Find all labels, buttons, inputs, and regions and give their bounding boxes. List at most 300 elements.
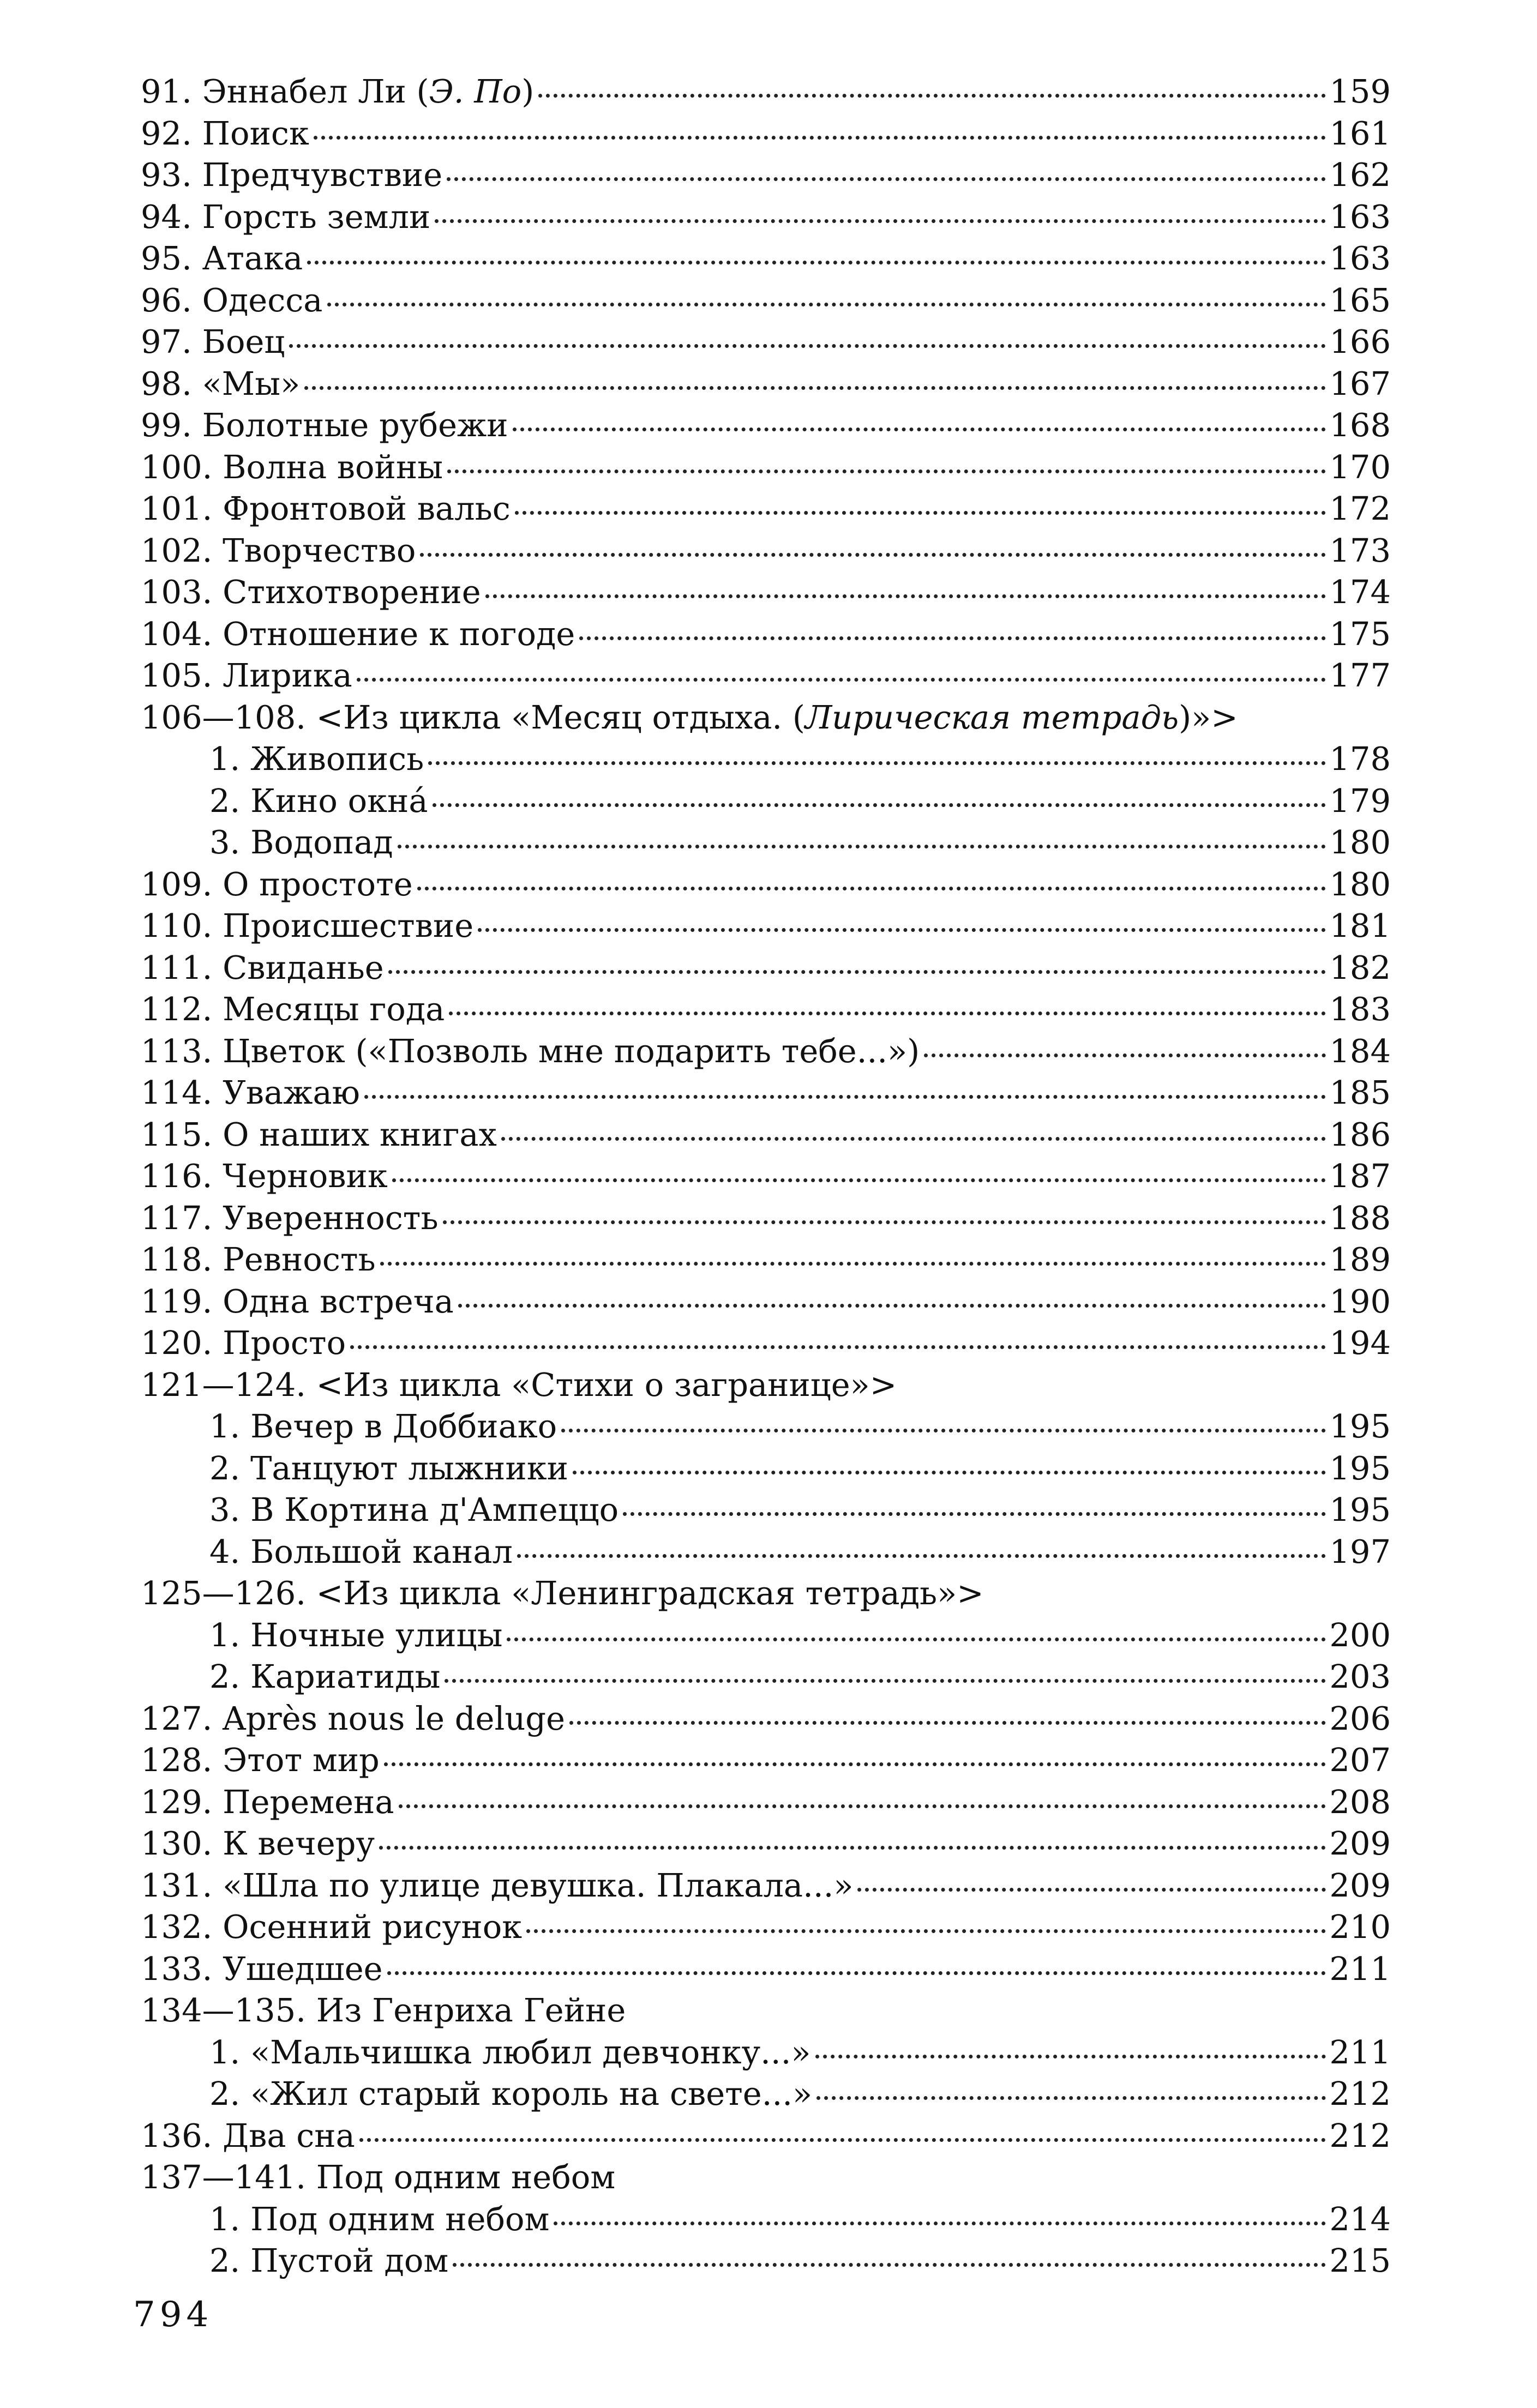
toc-entry-number: 4. xyxy=(209,1532,241,1570)
toc-entry-number: 106—108. xyxy=(141,698,306,736)
dot-leader xyxy=(350,1345,1326,1349)
dot-leader xyxy=(478,928,1326,932)
dot-leader xyxy=(417,887,1326,890)
toc-entry-title xyxy=(141,1155,388,1197)
toc-entry-text: Предчувствие xyxy=(202,156,443,194)
toc-entry-title xyxy=(141,2199,549,2241)
dot-leader xyxy=(458,1304,1326,1308)
toc-entry-page: 184 xyxy=(1329,1032,1391,1070)
toc-entry xyxy=(141,280,1391,322)
toc-entry-title xyxy=(141,697,1391,739)
toc-entry-text: К вечеру xyxy=(223,1825,375,1862)
toc-entry-text-end: ) xyxy=(521,73,535,110)
toc-entry-number: 2. xyxy=(209,1449,241,1487)
toc-entry xyxy=(141,1197,1391,1239)
toc-entry xyxy=(141,1114,1391,1156)
toc-entry-page: 209 xyxy=(1329,1825,1391,1862)
toc-entry-number: 109. xyxy=(141,865,213,903)
toc-entry-page: 211 xyxy=(1329,2033,1391,2071)
toc-entry-text: О простоте xyxy=(223,865,413,903)
dot-leader xyxy=(816,2096,1326,2100)
dot-leader xyxy=(526,1929,1326,1933)
toc-entry-text: Одна встреча xyxy=(223,1282,454,1320)
toc-section-heading xyxy=(141,2157,1391,2199)
dot-leader xyxy=(447,469,1326,473)
toc-entry-text: Отношение к погоде xyxy=(223,615,575,653)
toc-entry-number: 104. xyxy=(141,615,213,653)
toc-entry xyxy=(141,738,1391,780)
toc-entry xyxy=(141,1031,1391,1073)
toc-entry xyxy=(141,571,1391,613)
toc-entry-page: 180 xyxy=(1329,865,1391,903)
dot-leader xyxy=(561,1429,1326,1432)
toc-entry-title xyxy=(141,1990,1391,2032)
dot-leader xyxy=(513,428,1326,431)
toc-entry-number: 97. xyxy=(141,323,192,360)
toc-entry-title xyxy=(141,1823,375,1865)
toc-entry-number: 101. xyxy=(141,490,213,527)
toc-entry-text: Цветок («Позволь мне подарить тебе...») xyxy=(223,1032,920,1070)
toc-entry-number: 102. xyxy=(141,531,213,569)
dot-leader xyxy=(924,1054,1326,1057)
toc-entry-page: 175 xyxy=(1329,615,1391,653)
toc-entry-title xyxy=(141,196,430,238)
toc-entry xyxy=(141,196,1391,238)
toc-entry-title xyxy=(141,113,309,155)
toc-entry-title xyxy=(141,1948,383,1990)
toc-entry-page: 178 xyxy=(1329,740,1391,778)
toc-entry-number: 1. xyxy=(209,740,241,778)
toc-entry-title xyxy=(141,571,481,613)
dot-leader xyxy=(569,1721,1326,1725)
toc-entry xyxy=(141,1239,1391,1281)
toc-entry-text: «Мы» xyxy=(202,364,301,402)
toc-entry-text: Свиданье xyxy=(223,948,384,986)
toc-entry-page: 166 xyxy=(1329,323,1391,360)
toc-entry-number: 120. xyxy=(141,1324,213,1362)
toc-entry-number: 118. xyxy=(141,1241,213,1278)
toc-entry-page: 195 xyxy=(1329,1407,1391,1445)
toc-entry-text: Лирика xyxy=(223,657,352,694)
toc-entry-number: 105. xyxy=(141,657,213,694)
toc-entry xyxy=(141,2032,1391,2074)
toc-entry-title xyxy=(141,1114,497,1156)
toc-entry-text: <Из цикла «Ленинградская тетрадь»> xyxy=(316,1574,984,1612)
toc-entry-text: Горсть земли xyxy=(202,197,431,236)
dot-leader xyxy=(357,678,1326,682)
page-number: 794 xyxy=(133,2295,213,2335)
toc-entry-text: Болотные рубежи xyxy=(202,406,508,444)
toc-entry-page: 172 xyxy=(1329,490,1391,527)
toc-entry-text: «Шла по улице девушка. Плакала...» xyxy=(223,1866,854,1904)
toc-entry-page: 162 xyxy=(1329,156,1391,194)
dot-leader xyxy=(573,1471,1326,1474)
toc-entry-number: 119. xyxy=(141,1282,213,1320)
toc-entry-text: Кино окна́ xyxy=(250,781,428,820)
toc-entry xyxy=(141,363,1391,405)
toc-entry-text: Кариатиды xyxy=(250,1658,441,1695)
toc-entry xyxy=(141,1656,1391,1698)
toc-entry-title xyxy=(141,2240,448,2282)
toc-section-heading xyxy=(141,697,1391,739)
dot-leader xyxy=(579,636,1326,640)
toc-entry-text-end: )»> xyxy=(1179,698,1238,736)
toc-entry xyxy=(141,1489,1391,1531)
toc-entry-number: 3. xyxy=(209,823,241,861)
toc-entry-number: 99. xyxy=(141,406,192,444)
toc-entry-text: Черновик xyxy=(223,1157,388,1195)
toc-entry-title xyxy=(141,280,323,322)
toc-entry-number: 125—126. xyxy=(141,1574,306,1612)
toc-entry-number: 131. xyxy=(141,1866,213,1904)
toc-entry-number: 91. xyxy=(141,73,192,110)
dot-leader xyxy=(399,1804,1326,1808)
dot-leader xyxy=(388,970,1326,974)
toc-entry-number: 114. xyxy=(141,1074,213,1111)
toc-entry xyxy=(141,530,1391,572)
toc-entry xyxy=(141,1448,1391,1490)
toc-entry-number: 93. xyxy=(141,156,192,194)
toc-entry-page: 174 xyxy=(1329,573,1391,611)
dot-leader xyxy=(623,1512,1326,1516)
dot-leader xyxy=(327,303,1326,306)
toc-entry-title xyxy=(141,1239,376,1281)
toc-entry-text: Осенний рисунок xyxy=(223,1908,523,1946)
toc-entry-text: Уважаю xyxy=(223,1074,360,1111)
toc-entry xyxy=(141,447,1391,489)
toc-entry-title xyxy=(141,822,393,864)
toc-entry-page: 181 xyxy=(1329,907,1391,944)
toc-section-heading xyxy=(141,1364,1391,1406)
toc-entry xyxy=(141,1739,1391,1781)
toc-entry xyxy=(141,2240,1391,2282)
dot-leader xyxy=(307,261,1326,264)
toc-entry-page: 211 xyxy=(1329,1949,1391,1988)
toc-entry-title xyxy=(141,1406,557,1448)
toc-entry-page: 210 xyxy=(1329,1908,1391,1946)
toc-entry-title xyxy=(141,1906,522,1948)
toc-entry-number: 3. xyxy=(209,1491,241,1528)
toc-entry-page: 180 xyxy=(1329,823,1391,861)
toc-entry-text: Стихотворение xyxy=(223,573,481,611)
toc-entry-page: 173 xyxy=(1329,531,1391,569)
toc-entry-text: Живопись xyxy=(250,740,424,778)
toc-entry-text: Ревность xyxy=(223,1241,376,1278)
toc-entry-text: Одесса xyxy=(202,281,323,319)
toc-entry-number: 103. xyxy=(141,573,213,611)
toc-entry-number: 100. xyxy=(141,448,213,486)
dot-leader xyxy=(445,1679,1326,1683)
toc-entry-page: 212 xyxy=(1329,2075,1391,2112)
toc-entry-number: 96. xyxy=(141,281,192,319)
toc-entry xyxy=(141,1615,1391,1657)
toc-entry-title xyxy=(141,613,575,655)
toc-entry-text: Перемена xyxy=(223,1783,394,1821)
toc-entry-text: В Кортина д'Ампеццо xyxy=(250,1491,619,1528)
toc-entry-page: 200 xyxy=(1329,1616,1391,1654)
toc-entry-text: Эннабел Ли ( xyxy=(202,73,429,110)
dot-leader xyxy=(314,136,1326,140)
toc-entry-title xyxy=(141,1698,565,1740)
dot-leader xyxy=(443,1220,1326,1224)
dot-leader xyxy=(428,761,1326,765)
toc-entry-title xyxy=(141,1656,440,1698)
toc-entry-title xyxy=(141,905,473,947)
dot-leader xyxy=(501,1137,1326,1141)
toc-entry xyxy=(141,1781,1391,1823)
dot-leader xyxy=(380,1262,1326,1266)
toc-entry-title xyxy=(141,1364,1391,1406)
toc-entry-title xyxy=(141,1615,502,1657)
toc-entry-number: 2. xyxy=(209,2242,241,2279)
toc-entry-page: 194 xyxy=(1329,1324,1391,1362)
toc-entry-number: 136. xyxy=(141,2116,213,2154)
dot-leader xyxy=(433,803,1326,807)
toc-entry xyxy=(141,2199,1391,2241)
toc-entry xyxy=(141,1906,1391,1948)
toc-entry-page: 189 xyxy=(1329,1241,1391,1278)
toc-entry xyxy=(141,1155,1391,1197)
toc-entry-title xyxy=(141,738,424,780)
toc-entry-page: 163 xyxy=(1329,197,1391,236)
toc-entry-title xyxy=(141,1865,853,1907)
toc-entry xyxy=(141,1322,1391,1364)
toc-entry-number: 117. xyxy=(141,1199,213,1237)
toc-entry-text: О наших книгах xyxy=(223,1115,497,1153)
toc-entry-title xyxy=(141,2032,811,2074)
toc-entry-number: 128. xyxy=(141,1741,213,1779)
toc-entry-text: Из Генриха Гейне xyxy=(316,1991,626,2029)
toc-entry xyxy=(141,405,1391,447)
toc-entry xyxy=(141,613,1391,655)
toc-entry-page: 170 xyxy=(1329,448,1391,486)
toc-entry-title xyxy=(141,154,442,196)
toc-entry xyxy=(141,1281,1391,1323)
toc-entry-text: Пустой дом xyxy=(250,2242,449,2279)
toc-entry-text: Водопад xyxy=(250,823,393,861)
toc-entry-text: Два сна xyxy=(223,2116,355,2154)
toc-entry-page: 159 xyxy=(1329,73,1391,110)
toc-entry-page: 163 xyxy=(1329,239,1391,277)
toc-entry-title xyxy=(141,2073,812,2115)
toc-entry xyxy=(141,1823,1391,1865)
toc-entry-text: Происшествие xyxy=(223,907,474,944)
toc-entry-title xyxy=(141,989,445,1031)
toc-entry-number: 127. xyxy=(141,1699,213,1737)
toc-entry-page: 165 xyxy=(1329,281,1391,319)
toc-section-heading xyxy=(141,1573,1391,1615)
dot-leader xyxy=(420,553,1326,557)
toc-entry-page: 190 xyxy=(1329,1282,1391,1320)
toc-entry xyxy=(141,822,1391,864)
toc-entry xyxy=(141,2073,1391,2115)
toc-entry-title xyxy=(141,1531,513,1573)
dot-leader xyxy=(392,1178,1326,1182)
toc-entry-title xyxy=(141,488,511,530)
toc-entry-number: 137—141. xyxy=(141,2158,306,2196)
dot-leader xyxy=(517,1554,1326,1558)
toc-entry-number: 116. xyxy=(141,1157,213,1195)
toc-entry-number: 2. xyxy=(209,1658,241,1695)
toc-entry-page: 208 xyxy=(1329,1783,1391,1821)
toc-entry-number: 111. xyxy=(141,948,213,986)
dot-leader xyxy=(507,1638,1326,1641)
toc-entry-page: 177 xyxy=(1329,657,1391,694)
toc-entry-text: Танцуют лыжники xyxy=(250,1449,568,1487)
toc-entry-number: 98. xyxy=(141,364,192,402)
toc-entry-page: 214 xyxy=(1329,2200,1391,2238)
toc-entry-page: 195 xyxy=(1329,1491,1391,1528)
dot-leader xyxy=(538,94,1326,98)
toc-entry-number: 1. xyxy=(209,1616,241,1654)
toc-entry-page: 206 xyxy=(1329,1699,1391,1737)
toc-entry-text: Атака xyxy=(202,239,303,277)
toc-entry xyxy=(141,321,1391,363)
toc-entry-title xyxy=(141,2115,355,2157)
table-of-contents xyxy=(141,71,1391,2282)
toc-entry-text: «Жил старый король на свете...» xyxy=(250,2075,813,2112)
toc-entry-title xyxy=(141,2157,1391,2199)
toc-entry xyxy=(141,1698,1391,1740)
toc-entry-text: Вечер в Доббиако xyxy=(250,1407,557,1445)
toc-entry-title xyxy=(141,1573,1391,1615)
toc-entry-page: 185 xyxy=(1329,1074,1391,1111)
toc-entry-title xyxy=(141,1781,394,1823)
toc-entry-text: Месяцы года xyxy=(223,990,445,1028)
toc-entry-page: 209 xyxy=(1329,1866,1391,1904)
toc-entry-title xyxy=(141,447,443,489)
toc-entry-number: 130. xyxy=(141,1825,213,1862)
toc-entry-number: 132. xyxy=(141,1908,213,1946)
toc-entry-page: 207 xyxy=(1329,1741,1391,1779)
dot-leader xyxy=(289,344,1326,348)
toc-entry-title xyxy=(141,780,428,822)
toc-entry-page: 168 xyxy=(1329,406,1391,444)
toc-entry-page: 212 xyxy=(1329,2116,1391,2154)
toc-entry-page: 161 xyxy=(1329,114,1391,152)
dot-leader xyxy=(449,1012,1326,1015)
toc-entry-number: 110. xyxy=(141,907,213,944)
toc-entry-page: 186 xyxy=(1329,1115,1391,1153)
toc-entry xyxy=(141,864,1391,906)
dot-leader xyxy=(359,2138,1326,2142)
toc-entry-number: 2. xyxy=(209,781,241,820)
toc-entry xyxy=(141,989,1391,1031)
toc-entry-number: 1. xyxy=(209,2200,241,2238)
toc-section-heading xyxy=(141,1990,1391,2032)
toc-entry-page: 197 xyxy=(1329,1532,1391,1570)
toc-entry-text: Под одним небом xyxy=(250,2200,550,2238)
toc-entry-number: 92. xyxy=(141,114,192,152)
toc-entry-title xyxy=(141,1489,619,1531)
toc-entry-text: Уверенность xyxy=(223,1199,439,1237)
dot-leader xyxy=(554,2222,1326,2225)
toc-entry xyxy=(141,1531,1391,1573)
toc-entry-page: 203 xyxy=(1329,1658,1391,1695)
toc-entry-number: 112. xyxy=(141,990,213,1028)
toc-entry-title xyxy=(141,1031,920,1073)
toc-entry-page: 215 xyxy=(1329,2242,1391,2279)
toc-entry-text: Поиск xyxy=(202,114,309,152)
toc-entry-title xyxy=(141,530,416,572)
dot-leader xyxy=(857,1888,1326,1892)
toc-entry-title xyxy=(141,71,534,113)
toc-entry-number: 95. xyxy=(141,239,192,277)
dot-leader xyxy=(379,1846,1326,1850)
toc-entry-number: 1. xyxy=(209,2033,241,2071)
toc-entry xyxy=(141,1865,1391,1907)
toc-entry-title xyxy=(141,655,352,697)
toc-entry-number: 94. xyxy=(141,197,192,236)
toc-entry-title xyxy=(141,1072,360,1114)
dot-leader xyxy=(453,2263,1326,2267)
toc-entry xyxy=(141,71,1391,113)
toc-entry xyxy=(141,655,1391,697)
toc-entry-text: Ночные улицы xyxy=(250,1616,503,1654)
toc-entry-number: 134—135. xyxy=(141,1991,306,2029)
toc-entry-page: 167 xyxy=(1329,364,1391,402)
toc-entry-text: Ушедшее xyxy=(223,1949,383,1988)
toc-entry-text: Этот мир xyxy=(223,1741,380,1779)
toc-entry-text: Под одним небом xyxy=(316,2158,616,2196)
dot-leader xyxy=(398,845,1326,848)
dot-leader xyxy=(364,1095,1326,1099)
toc-entry xyxy=(141,488,1391,530)
toc-entry-italic-text: Лирическая тетрадь xyxy=(804,698,1179,736)
toc-entry-text: Après nous le deluge xyxy=(223,1699,565,1737)
toc-entry-text: Боец xyxy=(202,323,285,360)
toc-entry xyxy=(141,154,1391,196)
toc-entry-title xyxy=(141,1448,568,1490)
dot-leader xyxy=(387,1971,1326,1975)
toc-entry-title xyxy=(141,321,285,363)
toc-entry-number: 113. xyxy=(141,1032,213,1070)
toc-entry-page: 187 xyxy=(1329,1157,1391,1195)
toc-entry-title xyxy=(141,363,300,405)
toc-entry-number: 115. xyxy=(141,1115,213,1153)
toc-entry-title xyxy=(141,864,413,906)
toc-entry-number: 129. xyxy=(141,1783,213,1821)
toc-entry-text: Творчество xyxy=(223,531,416,569)
toc-entry-number: 133. xyxy=(141,1949,213,1988)
toc-entry xyxy=(141,905,1391,947)
dot-leader xyxy=(304,386,1326,390)
toc-entry-page: 182 xyxy=(1329,948,1391,986)
toc-entry xyxy=(141,947,1391,989)
toc-entry xyxy=(141,2115,1391,2157)
toc-entry-title xyxy=(141,1322,346,1364)
toc-entry-title xyxy=(141,238,303,280)
toc-entry-page: 179 xyxy=(1329,781,1391,820)
toc-entry-page: 195 xyxy=(1329,1449,1391,1487)
toc-entry-title xyxy=(141,1197,439,1239)
toc-entry xyxy=(141,238,1391,280)
toc-entry-text: Большой канал xyxy=(250,1532,513,1570)
toc-entry xyxy=(141,1948,1391,1990)
toc-entry-page: 183 xyxy=(1329,990,1391,1028)
toc-entry-text: «Мальчишка любил девчонку...» xyxy=(250,2033,811,2071)
toc-entry-text: Волна войны xyxy=(223,448,443,486)
toc-entry-title xyxy=(141,1281,454,1323)
toc-entry xyxy=(141,1072,1391,1114)
toc-entry xyxy=(141,1406,1391,1448)
toc-entry-title xyxy=(141,947,384,989)
toc-entry xyxy=(141,780,1391,822)
dot-leader xyxy=(435,219,1326,223)
dot-leader xyxy=(447,177,1326,181)
toc-entry-text: Фронтовой вальс xyxy=(223,490,511,527)
toc-entry-text: <Из цикла «Месяц отдыха. ( xyxy=(316,698,805,736)
